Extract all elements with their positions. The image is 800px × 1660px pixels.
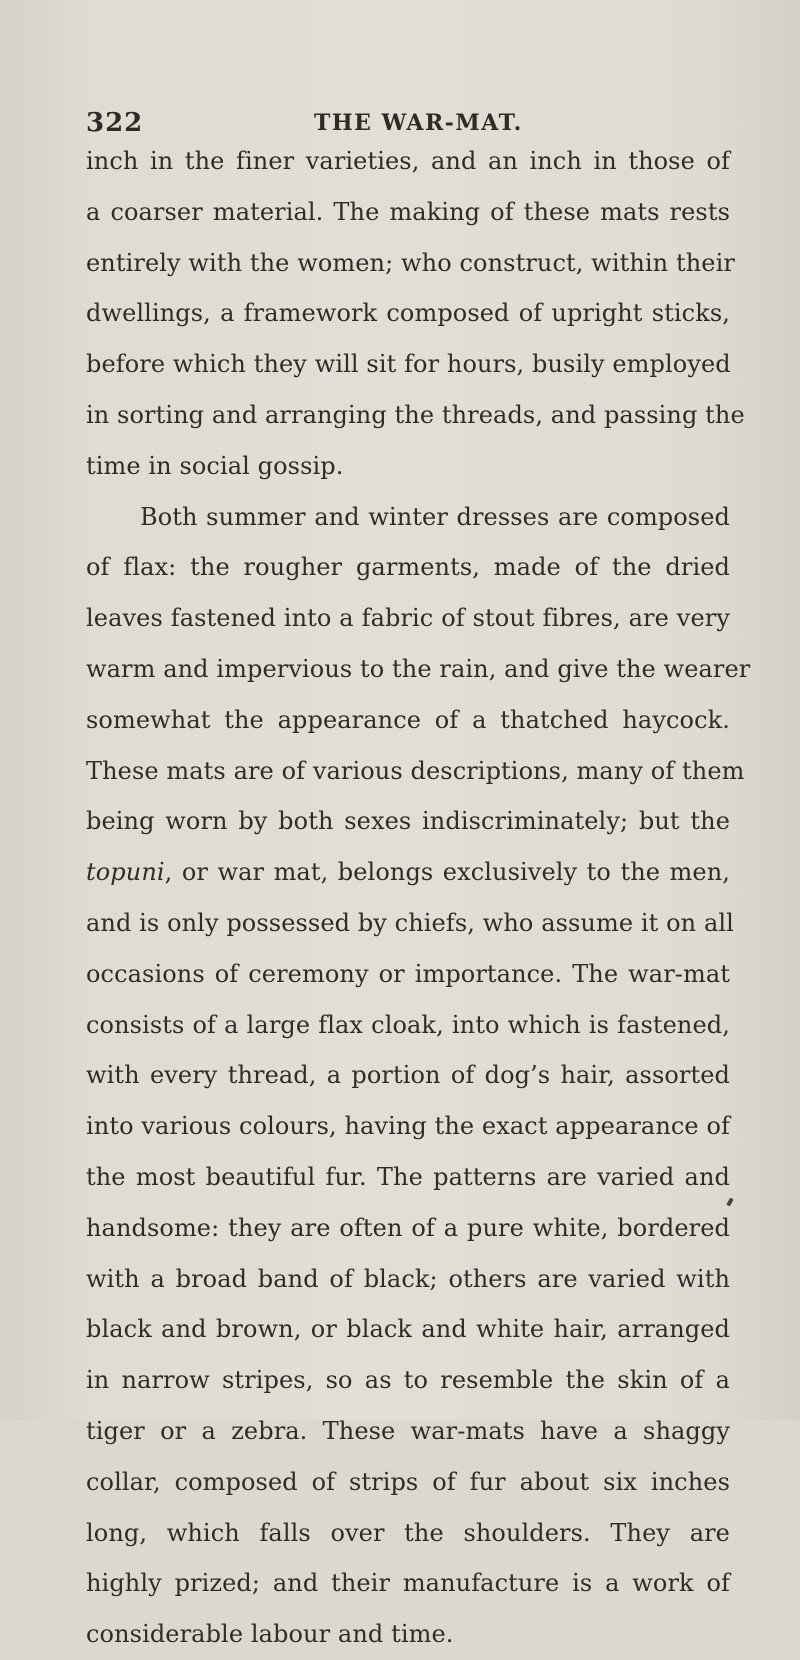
- text-line: handsome: they are often of a pure white, bordered: [86, 1213, 730, 1242]
- text-line: warm and impervious to the rain, and give the wearer: [86, 654, 751, 683]
- text-line: entirely with the women; who construct, within their: [86, 248, 735, 277]
- text-line: highly prized; and their manufacture is a work of: [86, 1569, 730, 1598]
- text-line: the most beautiful fur. The patterns are varied and: [86, 1162, 730, 1191]
- italic-term: topuni: [86, 858, 165, 887]
- text-line: tiger or a zebra. These war-mats have a shaggy: [86, 1416, 730, 1445]
- text-line: considerable labour and time.: [86, 1620, 454, 1649]
- paragraph-1: [86, 136, 745, 492]
- text-line: in narrow stripes, so as to resemble the skin of a: [86, 1366, 730, 1395]
- text-line: consists of a large flax cloak, into which is fastened,: [86, 1010, 730, 1039]
- text-line: inch in the finer varieties, and an inch in those of: [86, 147, 730, 175]
- text-line: with a broad band of black; others are varied with: [86, 1264, 730, 1293]
- text-line: time in social gossip.: [86, 451, 344, 480]
- text-line: occasions of ceremony or importance. The war-mat: [86, 959, 730, 988]
- text-line: long, which falls over the shoulders. They are: [86, 1518, 730, 1547]
- text-line: Both summer and winter dresses are composed: [140, 502, 730, 531]
- text-line: somewhat the appearance of a thatched haycock.: [86, 705, 730, 734]
- paragraph-2: [86, 492, 751, 1660]
- text-line: into various colours, having the exact appearance of: [86, 1112, 730, 1141]
- page-number: 322: [86, 108, 144, 138]
- text-line-with-italic: topuni, or war mat, belongs exclusively to the men,: [86, 858, 730, 887]
- text-line: with every thread, a portion of dog’s hair, assorted: [86, 1061, 730, 1090]
- text-line: before which they will sit for hours, busily employed: [86, 350, 731, 379]
- text-line: black and brown, or black and white hair, arranged: [86, 1315, 730, 1344]
- text-line: of flax: the rougher garments, made of the dried: [86, 553, 730, 582]
- text-line: leaves fastened into a fabric of stout fibres, are very: [86, 604, 730, 633]
- text-line: and is only possessed by chiefs, who assume it on all: [86, 908, 734, 937]
- text-line: in sorting and arranging the threads, and passing the: [86, 400, 745, 429]
- text-line: collar, composed of strips of fur about six inches: [86, 1467, 730, 1496]
- text-line: dwellings, a framework composed of upright sticks,: [86, 299, 730, 328]
- running-head: THE WAR-MAT.: [314, 110, 523, 136]
- body-text: [86, 136, 751, 1660]
- text-line: These mats are of various descriptions, many of them: [86, 756, 745, 785]
- text-line: a coarser material. The making of these mats rests: [86, 197, 730, 226]
- text-line: being worn by both sexes indiscriminately; but the: [86, 807, 730, 836]
